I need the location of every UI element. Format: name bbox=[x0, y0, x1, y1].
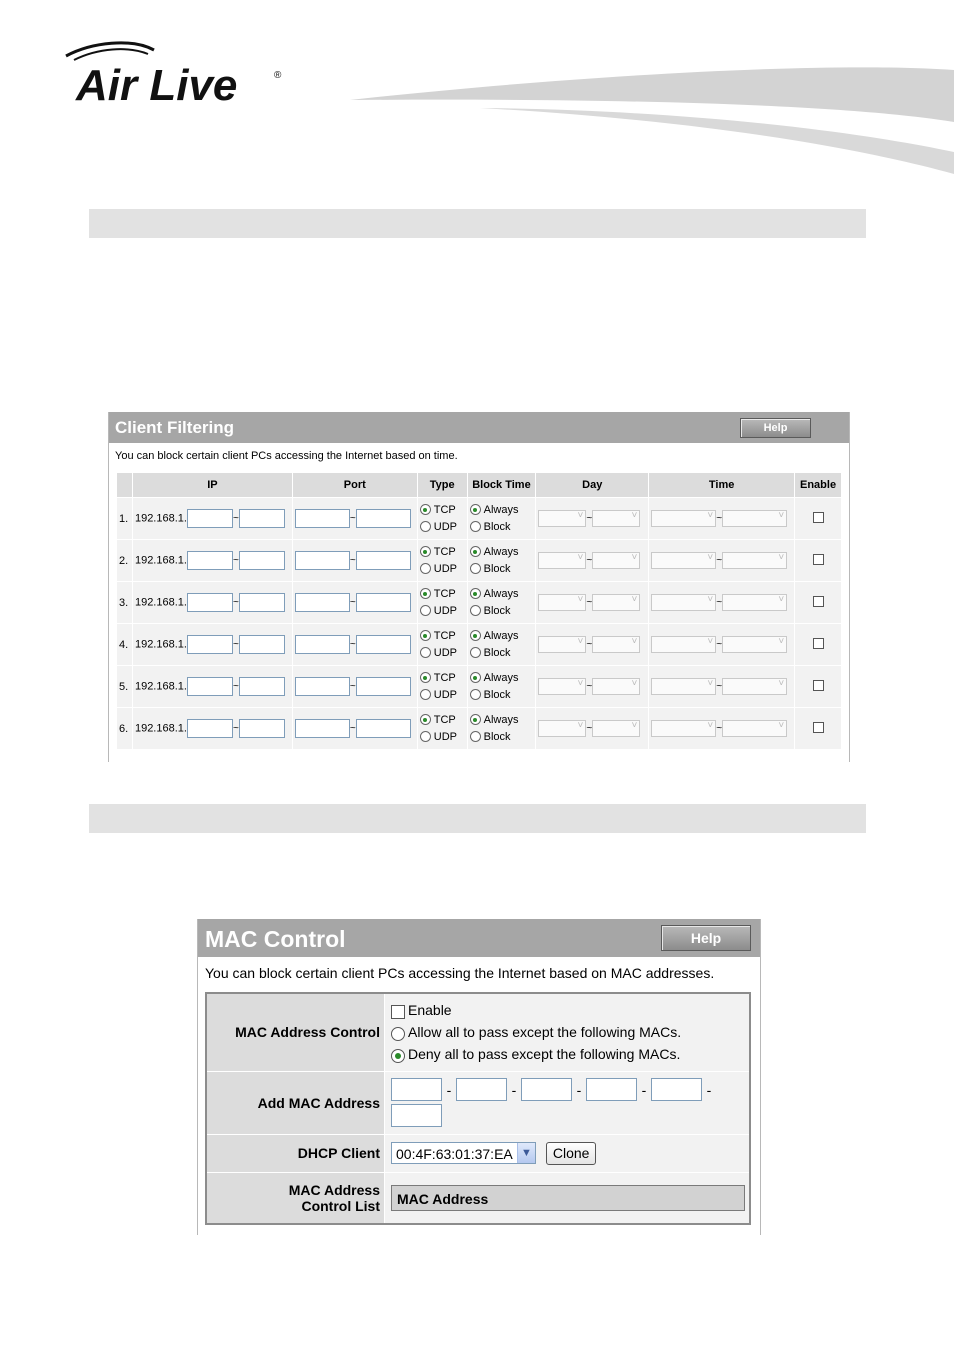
enable-checkbox[interactable] bbox=[813, 512, 824, 523]
day-end-select[interactable] bbox=[592, 510, 640, 527]
range-tilde: ~ bbox=[586, 597, 593, 608]
mac-separator: - bbox=[706, 1081, 712, 1098]
always-label: Always bbox=[483, 503, 519, 516]
range-tilde: ~ bbox=[716, 639, 723, 650]
block-label: Block bbox=[483, 730, 511, 743]
ip-range-cell bbox=[132, 666, 292, 708]
brand-name: Air Live bbox=[76, 61, 238, 110]
port-start-input[interactable] bbox=[295, 509, 350, 528]
enable-option[interactable] bbox=[391, 999, 748, 1021]
header-time: Time bbox=[649, 473, 795, 498]
block-time-cell bbox=[467, 708, 536, 750]
always-label: Always bbox=[483, 545, 519, 558]
tcp-radio[interactable] bbox=[420, 672, 431, 683]
add-mac-address-label: Add MAC Address bbox=[206, 1071, 385, 1134]
ip-range-cell bbox=[132, 498, 292, 540]
port-end-input[interactable] bbox=[356, 509, 411, 528]
time-cell bbox=[649, 540, 795, 582]
allow-option[interactable] bbox=[391, 1021, 748, 1043]
block-time-cell bbox=[467, 624, 536, 666]
day-start-select[interactable] bbox=[538, 552, 586, 569]
range-tilde: ~ bbox=[233, 681, 239, 692]
enable-cell bbox=[795, 582, 842, 624]
always-label: Always bbox=[483, 629, 519, 642]
block-radio[interactable] bbox=[470, 647, 481, 658]
table-row bbox=[117, 666, 842, 708]
range-tilde: ~ bbox=[586, 513, 593, 524]
block-time-cell bbox=[467, 540, 536, 582]
ip-end-input[interactable] bbox=[239, 677, 285, 696]
udp-label: UDP bbox=[433, 562, 457, 575]
registered-mark: ® bbox=[274, 70, 282, 81]
header-type: Type bbox=[417, 473, 467, 498]
mac-address-control-list-label bbox=[206, 1172, 385, 1224]
range-tilde: ~ bbox=[233, 597, 239, 608]
client-filtering-title: Client Filtering bbox=[115, 418, 234, 437]
range-tilde: ~ bbox=[233, 513, 239, 524]
block-option[interactable] bbox=[470, 561, 534, 578]
tcp-option[interactable] bbox=[420, 544, 465, 561]
time-start-select[interactable] bbox=[651, 636, 716, 653]
day-cell bbox=[536, 540, 649, 582]
row-number: 4. bbox=[117, 624, 133, 666]
range-tilde: ~ bbox=[586, 723, 593, 734]
port-start-input[interactable] bbox=[295, 677, 350, 696]
header-port: Port bbox=[292, 473, 417, 498]
tcp-label: TCP bbox=[433, 503, 456, 516]
tcp-option[interactable] bbox=[420, 670, 465, 687]
enable-checkbox[interactable] bbox=[813, 722, 824, 733]
enable-checkbox[interactable] bbox=[813, 638, 824, 649]
dhcp-client-value: 00:4F:63:01:37:EA bbox=[396, 1146, 513, 1162]
header-ip: IP bbox=[132, 473, 292, 498]
udp-option[interactable] bbox=[420, 687, 465, 704]
mac-help-button[interactable]: Help bbox=[661, 925, 751, 951]
range-tilde: ~ bbox=[349, 723, 356, 734]
row-number: 5. bbox=[117, 666, 133, 708]
udp-radio[interactable] bbox=[420, 689, 431, 700]
tcp-radio[interactable] bbox=[420, 588, 431, 599]
time-cell bbox=[649, 582, 795, 624]
type-cell bbox=[417, 708, 467, 750]
always-radio[interactable] bbox=[470, 588, 481, 599]
always-option[interactable] bbox=[470, 544, 534, 561]
table-row bbox=[117, 624, 842, 666]
mac-control-title: MAC Control bbox=[205, 926, 346, 952]
always-option[interactable] bbox=[470, 628, 534, 645]
time-start-select[interactable] bbox=[651, 678, 716, 695]
header-swoosh bbox=[330, 60, 954, 180]
tcp-label: TCP bbox=[433, 629, 456, 642]
range-tilde: ~ bbox=[716, 597, 723, 608]
ip-range-cell bbox=[132, 540, 292, 582]
type-cell bbox=[417, 540, 467, 582]
block-option[interactable] bbox=[470, 687, 534, 704]
ip-prefix: 192.168.1. bbox=[134, 554, 187, 567]
block-radio[interactable] bbox=[470, 563, 481, 574]
enable-cell bbox=[795, 624, 842, 666]
row-number: 1. bbox=[117, 498, 133, 540]
port-range-cell bbox=[292, 666, 417, 708]
range-tilde: ~ bbox=[716, 723, 723, 734]
table-row bbox=[117, 540, 842, 582]
row-number: 6. bbox=[117, 708, 133, 750]
mac-control-table bbox=[205, 992, 751, 1225]
table-row bbox=[117, 582, 842, 624]
tcp-label: TCP bbox=[433, 671, 456, 684]
tcp-radio[interactable] bbox=[420, 504, 431, 515]
udp-radio[interactable] bbox=[420, 605, 431, 616]
header-num bbox=[117, 473, 133, 498]
block-label: Block bbox=[483, 604, 511, 617]
day-start-select[interactable] bbox=[538, 510, 586, 527]
mac-separator: - bbox=[446, 1081, 452, 1098]
range-tilde: ~ bbox=[586, 555, 593, 566]
range-tilde: ~ bbox=[349, 681, 356, 692]
block-label: Block bbox=[483, 520, 511, 533]
enable-label: Enable bbox=[408, 1002, 452, 1019]
section-bar-2 bbox=[89, 804, 866, 833]
tcp-radio[interactable] bbox=[420, 714, 431, 725]
block-label: Block bbox=[483, 688, 511, 701]
time-start-select[interactable] bbox=[651, 552, 716, 569]
tcp-option[interactable] bbox=[420, 712, 465, 729]
allow-radio[interactable] bbox=[391, 1027, 405, 1041]
range-tilde: ~ bbox=[349, 639, 356, 650]
range-tilde: ~ bbox=[716, 555, 723, 566]
time-start-select[interactable] bbox=[651, 594, 716, 611]
always-option[interactable] bbox=[470, 502, 534, 519]
time-cell bbox=[649, 624, 795, 666]
day-cell bbox=[536, 582, 649, 624]
time-cell bbox=[649, 498, 795, 540]
day-end-select[interactable] bbox=[592, 678, 640, 695]
ip-prefix: 192.168.1. bbox=[134, 638, 187, 651]
time-start-select[interactable] bbox=[651, 510, 716, 527]
tcp-option[interactable] bbox=[420, 586, 465, 603]
always-label: Always bbox=[483, 671, 519, 684]
day-start-select[interactable] bbox=[538, 594, 586, 611]
block-time-cell bbox=[467, 666, 536, 708]
deny-option[interactable] bbox=[391, 1043, 748, 1065]
row-number: 3. bbox=[117, 582, 133, 624]
type-cell bbox=[417, 498, 467, 540]
udp-option[interactable] bbox=[420, 729, 465, 746]
day-end-select[interactable] bbox=[592, 636, 640, 653]
block-label: Block bbox=[483, 646, 511, 659]
tcp-label: TCP bbox=[433, 545, 456, 558]
port-start-input[interactable] bbox=[295, 635, 350, 654]
always-option[interactable] bbox=[470, 670, 534, 687]
day-cell bbox=[536, 666, 649, 708]
udp-label: UDP bbox=[433, 604, 457, 617]
block-option[interactable] bbox=[470, 645, 534, 662]
always-label: Always bbox=[483, 713, 519, 726]
port-end-input[interactable] bbox=[356, 635, 411, 654]
ip-range-cell bbox=[132, 582, 292, 624]
port-range-cell bbox=[292, 540, 417, 582]
always-option[interactable] bbox=[470, 712, 534, 729]
ip-range-cell bbox=[132, 624, 292, 666]
port-range-cell bbox=[292, 582, 417, 624]
client-filtering-table bbox=[116, 472, 842, 750]
port-start-input[interactable] bbox=[295, 551, 350, 570]
range-tilde: ~ bbox=[586, 639, 593, 650]
allow-label: Allow all to pass except the following MACs. bbox=[408, 1024, 682, 1041]
type-cell bbox=[417, 624, 467, 666]
list-label-line-1: MAC Address bbox=[288, 1181, 380, 1198]
always-radio[interactable] bbox=[470, 504, 481, 515]
tcp-radio[interactable] bbox=[420, 546, 431, 557]
time-end-select[interactable] bbox=[722, 678, 787, 695]
table-row bbox=[117, 708, 842, 750]
port-end-input[interactable] bbox=[356, 551, 411, 570]
mac-address-control-label: MAC Address Control bbox=[206, 993, 385, 1071]
port-range-cell bbox=[292, 624, 417, 666]
list-label-line-2: Control List bbox=[301, 1197, 380, 1214]
time-start-select[interactable] bbox=[651, 720, 716, 737]
ip-start-input[interactable] bbox=[187, 719, 233, 738]
ip-start-input[interactable] bbox=[187, 551, 233, 570]
always-radio[interactable] bbox=[470, 630, 481, 641]
mac-octet-4-input[interactable] bbox=[586, 1078, 637, 1101]
day-start-select[interactable] bbox=[538, 720, 586, 737]
ip-start-input[interactable] bbox=[187, 509, 233, 528]
udp-label: UDP bbox=[433, 730, 457, 743]
header-block-time: Block Time bbox=[467, 473, 536, 498]
udp-radio[interactable] bbox=[420, 521, 431, 532]
range-tilde: ~ bbox=[586, 681, 593, 692]
udp-label: UDP bbox=[433, 646, 457, 659]
udp-label: UDP bbox=[433, 520, 457, 533]
ip-end-input[interactable] bbox=[239, 635, 285, 654]
range-tilde: ~ bbox=[349, 555, 356, 566]
client-filtering-panel bbox=[108, 412, 850, 762]
time-end-select[interactable] bbox=[722, 636, 787, 653]
block-option[interactable] bbox=[470, 519, 534, 536]
dhcp-client-select[interactable] bbox=[391, 1142, 536, 1164]
dhcp-client-controls bbox=[385, 1134, 751, 1172]
ip-start-input[interactable] bbox=[187, 593, 233, 612]
tcp-radio[interactable] bbox=[420, 630, 431, 641]
client-filtering-titlebar bbox=[109, 412, 849, 443]
time-end-select[interactable] bbox=[722, 594, 787, 611]
deny-radio[interactable] bbox=[391, 1049, 405, 1063]
type-cell bbox=[417, 666, 467, 708]
mac-octet-5-input[interactable] bbox=[651, 1078, 702, 1101]
mac-control-titlebar bbox=[198, 919, 760, 957]
tcp-option[interactable] bbox=[420, 502, 465, 519]
udp-option[interactable] bbox=[420, 645, 465, 662]
block-radio[interactable] bbox=[470, 689, 481, 700]
ip-prefix: 192.168.1. bbox=[134, 596, 187, 609]
ip-start-input[interactable] bbox=[187, 635, 233, 654]
mac-octet-6-input[interactable] bbox=[391, 1104, 442, 1127]
range-tilde: ~ bbox=[716, 681, 723, 692]
tcp-label: TCP bbox=[433, 587, 456, 600]
ip-prefix: 192.168.1. bbox=[134, 512, 187, 525]
block-option[interactable] bbox=[470, 729, 534, 746]
enable-checkbox[interactable] bbox=[813, 596, 824, 607]
help-button[interactable]: Help bbox=[740, 418, 811, 438]
mac-octet-1-input[interactable] bbox=[391, 1078, 442, 1101]
always-radio[interactable] bbox=[470, 546, 481, 557]
day-cell bbox=[536, 624, 649, 666]
udp-option[interactable] bbox=[420, 519, 465, 536]
mac-control-panel bbox=[197, 919, 761, 1235]
range-tilde: ~ bbox=[349, 597, 356, 608]
enable-checkbox[interactable] bbox=[813, 554, 824, 565]
block-radio[interactable] bbox=[470, 731, 481, 742]
enable-cell bbox=[795, 666, 842, 708]
range-tilde: ~ bbox=[716, 513, 723, 524]
mac-address-list bbox=[385, 1172, 751, 1224]
udp-option[interactable] bbox=[420, 603, 465, 620]
always-label: Always bbox=[483, 587, 519, 600]
day-cell bbox=[536, 498, 649, 540]
day-end-select[interactable] bbox=[592, 720, 640, 737]
time-end-select[interactable] bbox=[722, 510, 787, 527]
client-filtering-description: You can block certain client PCs accessing the Internet based on time. bbox=[115, 450, 458, 462]
time-end-select[interactable] bbox=[722, 552, 787, 569]
port-end-input[interactable] bbox=[356, 593, 411, 612]
range-tilde: ~ bbox=[233, 555, 239, 566]
block-option[interactable] bbox=[470, 603, 534, 620]
time-end-select[interactable] bbox=[722, 720, 787, 737]
ip-end-input[interactable] bbox=[239, 719, 285, 738]
enable-cell bbox=[795, 498, 842, 540]
udp-option[interactable] bbox=[420, 561, 465, 578]
section-bar-1 bbox=[89, 209, 866, 238]
time-cell bbox=[649, 666, 795, 708]
block-time-cell bbox=[467, 498, 536, 540]
row-number: 2. bbox=[117, 540, 133, 582]
day-start-select[interactable] bbox=[538, 636, 586, 653]
udp-radio[interactable] bbox=[420, 731, 431, 742]
mac-list-header: MAC Address bbox=[391, 1185, 745, 1211]
block-time-cell bbox=[467, 582, 536, 624]
chevron-down-icon[interactable]: ▼ bbox=[517, 1143, 535, 1163]
ip-start-input[interactable] bbox=[187, 677, 233, 696]
day-end-select[interactable] bbox=[592, 552, 640, 569]
tcp-label: TCP bbox=[433, 713, 456, 726]
clone-button[interactable]: Clone bbox=[546, 1142, 597, 1165]
day-start-select[interactable] bbox=[538, 678, 586, 695]
table-row bbox=[117, 498, 842, 540]
mac-octet-2-input[interactable] bbox=[456, 1078, 507, 1101]
ip-end-input[interactable] bbox=[239, 551, 285, 570]
add-mac-address-fields bbox=[385, 1071, 751, 1134]
port-end-input[interactable] bbox=[356, 719, 411, 738]
tcp-option[interactable] bbox=[420, 628, 465, 645]
udp-radio[interactable] bbox=[420, 563, 431, 574]
header-day: Day bbox=[536, 473, 649, 498]
mac-address-control-options bbox=[385, 993, 751, 1071]
mac-separator: - bbox=[511, 1081, 517, 1098]
mac-control-description: You can block certain client PCs accessing the Internet based on MAC addresses. bbox=[205, 965, 715, 981]
port-range-cell bbox=[292, 708, 417, 750]
enable-cell bbox=[795, 540, 842, 582]
ip-range-cell bbox=[132, 708, 292, 750]
enable-checkbox[interactable] bbox=[391, 1005, 405, 1019]
mac-octet-3-input[interactable] bbox=[521, 1078, 572, 1101]
dhcp-client-label: DHCP Client bbox=[206, 1134, 385, 1172]
always-radio[interactable] bbox=[470, 672, 481, 683]
deny-label: Deny all to pass except the following MACs. bbox=[408, 1046, 681, 1063]
range-tilde: ~ bbox=[233, 723, 239, 734]
ip-end-input[interactable] bbox=[239, 509, 285, 528]
port-end-input[interactable] bbox=[356, 677, 411, 696]
udp-radio[interactable] bbox=[420, 647, 431, 658]
ip-prefix: 192.168.1. bbox=[134, 680, 187, 693]
range-tilde: ~ bbox=[233, 639, 239, 650]
block-label: Block bbox=[483, 562, 511, 575]
port-start-input[interactable] bbox=[295, 719, 350, 738]
udp-label: UDP bbox=[433, 688, 457, 701]
block-radio[interactable] bbox=[470, 521, 481, 532]
port-start-input[interactable] bbox=[295, 593, 350, 612]
block-radio[interactable] bbox=[470, 605, 481, 616]
ip-prefix: 192.168.1. bbox=[134, 722, 187, 735]
airlive-logo bbox=[62, 40, 292, 110]
mac-separator: - bbox=[576, 1081, 582, 1098]
day-end-select[interactable] bbox=[592, 594, 640, 611]
header-enable: Enable bbox=[795, 473, 842, 498]
enable-cell bbox=[795, 708, 842, 750]
mac-separator: - bbox=[641, 1081, 647, 1098]
port-range-cell bbox=[292, 498, 417, 540]
type-cell bbox=[417, 582, 467, 624]
ip-end-input[interactable] bbox=[239, 593, 285, 612]
enable-checkbox[interactable] bbox=[813, 680, 824, 691]
always-radio[interactable] bbox=[470, 714, 481, 725]
day-cell bbox=[536, 708, 649, 750]
range-tilde: ~ bbox=[349, 513, 356, 524]
always-option[interactable] bbox=[470, 586, 534, 603]
time-cell bbox=[649, 708, 795, 750]
